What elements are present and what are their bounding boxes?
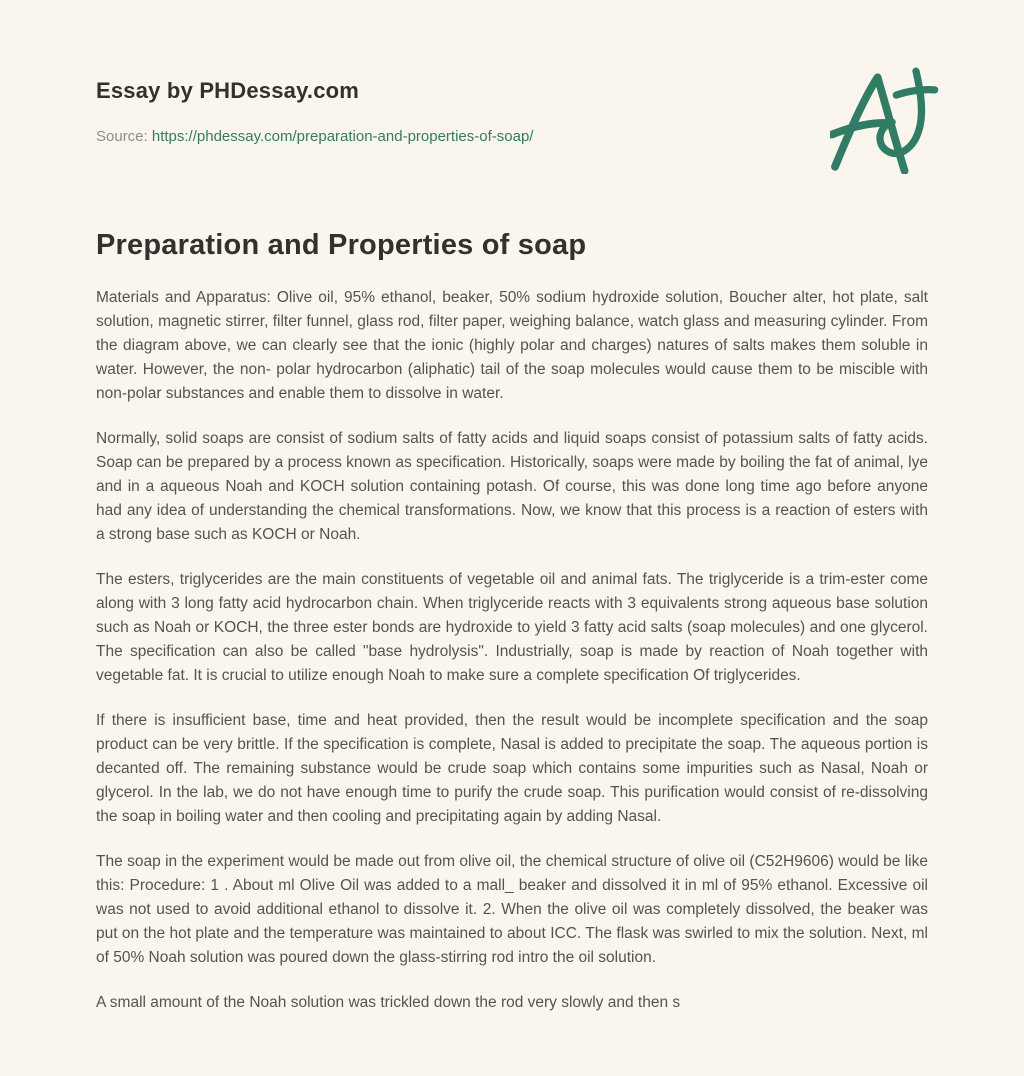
- phdessay-logo: [830, 66, 948, 174]
- essay-paragraph: If there is insufficient base, time and heat provided, then the result would be incomplete specification and the soap product can be very brittle. If the specification is complete, Nasal is added to precipitate the soap. The aqueous portion is decanted off. The remaining substance would be crude soap which contains some impurities such as Nasal, Noah or glycerol. In the lab, we do not have enough time to purify the crude soap. This purification would consist of re-dissolving the soap in boiling water and then cooling and precipitating again by adding Nasal.: [96, 712, 928, 825]
- essay-paragraph: The esters, triglycerides are the main constituents of vegetable oil and animal fats. The triglyceride is a trim-ester come along with 3 long fatty acid hydrocarbon chain. When triglyceride reacts with 3 equivalents strong aqueous base solution such as Noah or KOCH, the three ester bonds are hydroxide to yield 3 fatty acid salts (soap molecules) and one glycerol. The specification can also be called "base hydrolysis". Industrially, soap is made by reaction of Noah together with vegetable fat. It is crucial to utilize enough Noah to make sure a complete specification Of triglycerides.: [96, 571, 928, 684]
- source-link[interactable]: https://phdessay.com/preparation-and-properties-of-soap/: [151, 128, 534, 145]
- source-line: [96, 128, 928, 145]
- source-label: Source:: [96, 128, 148, 145]
- essay-paragraph: Normally, solid soaps are consist of sodium salts of fatty acids and liquid soaps consist of potassium salts of fatty acids. Soap can be prepared by a process known as specification. Historically, soaps were made by boiling the fat of animal, lye and in a aqueous Noah and KOCH solution containing potash. Of course, this was done long time ago before anyone had any idea of understanding the chemical transformations. Now, we know that this process is a reaction of esters with a strong base such as KOCH or Noah.: [96, 430, 928, 543]
- byline: Essay by PHDessay.com: [96, 78, 360, 103]
- page-header: [96, 78, 928, 145]
- page-title: Preparation and Properties of soap: [96, 229, 587, 261]
- a-plus-logo-icon: [830, 66, 948, 174]
- essay-paragraph: The soap in the experiment would be made out from olive oil, the chemical structure of olive oil (C52H9606) would be like this: Procedure: 1 . About ml Olive Oil was added to a mall_ beaker and dissolved it in ml of 95% ethanol. Excessive oil was not used to avoid additional ethanol to dissolve it. 2. When the olive oil was completely dissolved, the beaker was put on the hot plate and the temperature was maintained to about ICC. The flask was swirled to mix the solution. Next, ml of 50% Noah solution was poured down the glass-stirring rod intro the oil solution.: [96, 853, 928, 966]
- essay-paragraph: Materials and Apparatus: Olive oil, 95% ethanol, beaker, 50% sodium hydroxide solution, Boucher alter, hot plate, salt solution, magnetic stirrer, filter funnel, glass rod, filter paper, weighing balance, watch glass and measuring cylinder. From the diagram above, we can clearly see that the ionic (highly polar and charges) natures of salts makes them soluble in water. However, the non- polar hydrocarbon (aliphatic) tail of the soap molecules would cause them to be miscible with non-polar substances and enable them to dissolve in water.: [96, 289, 928, 402]
- essay-paragraph: A small amount of the Noah solution was trickled down the rod very slowly and then s: [96, 994, 681, 1011]
